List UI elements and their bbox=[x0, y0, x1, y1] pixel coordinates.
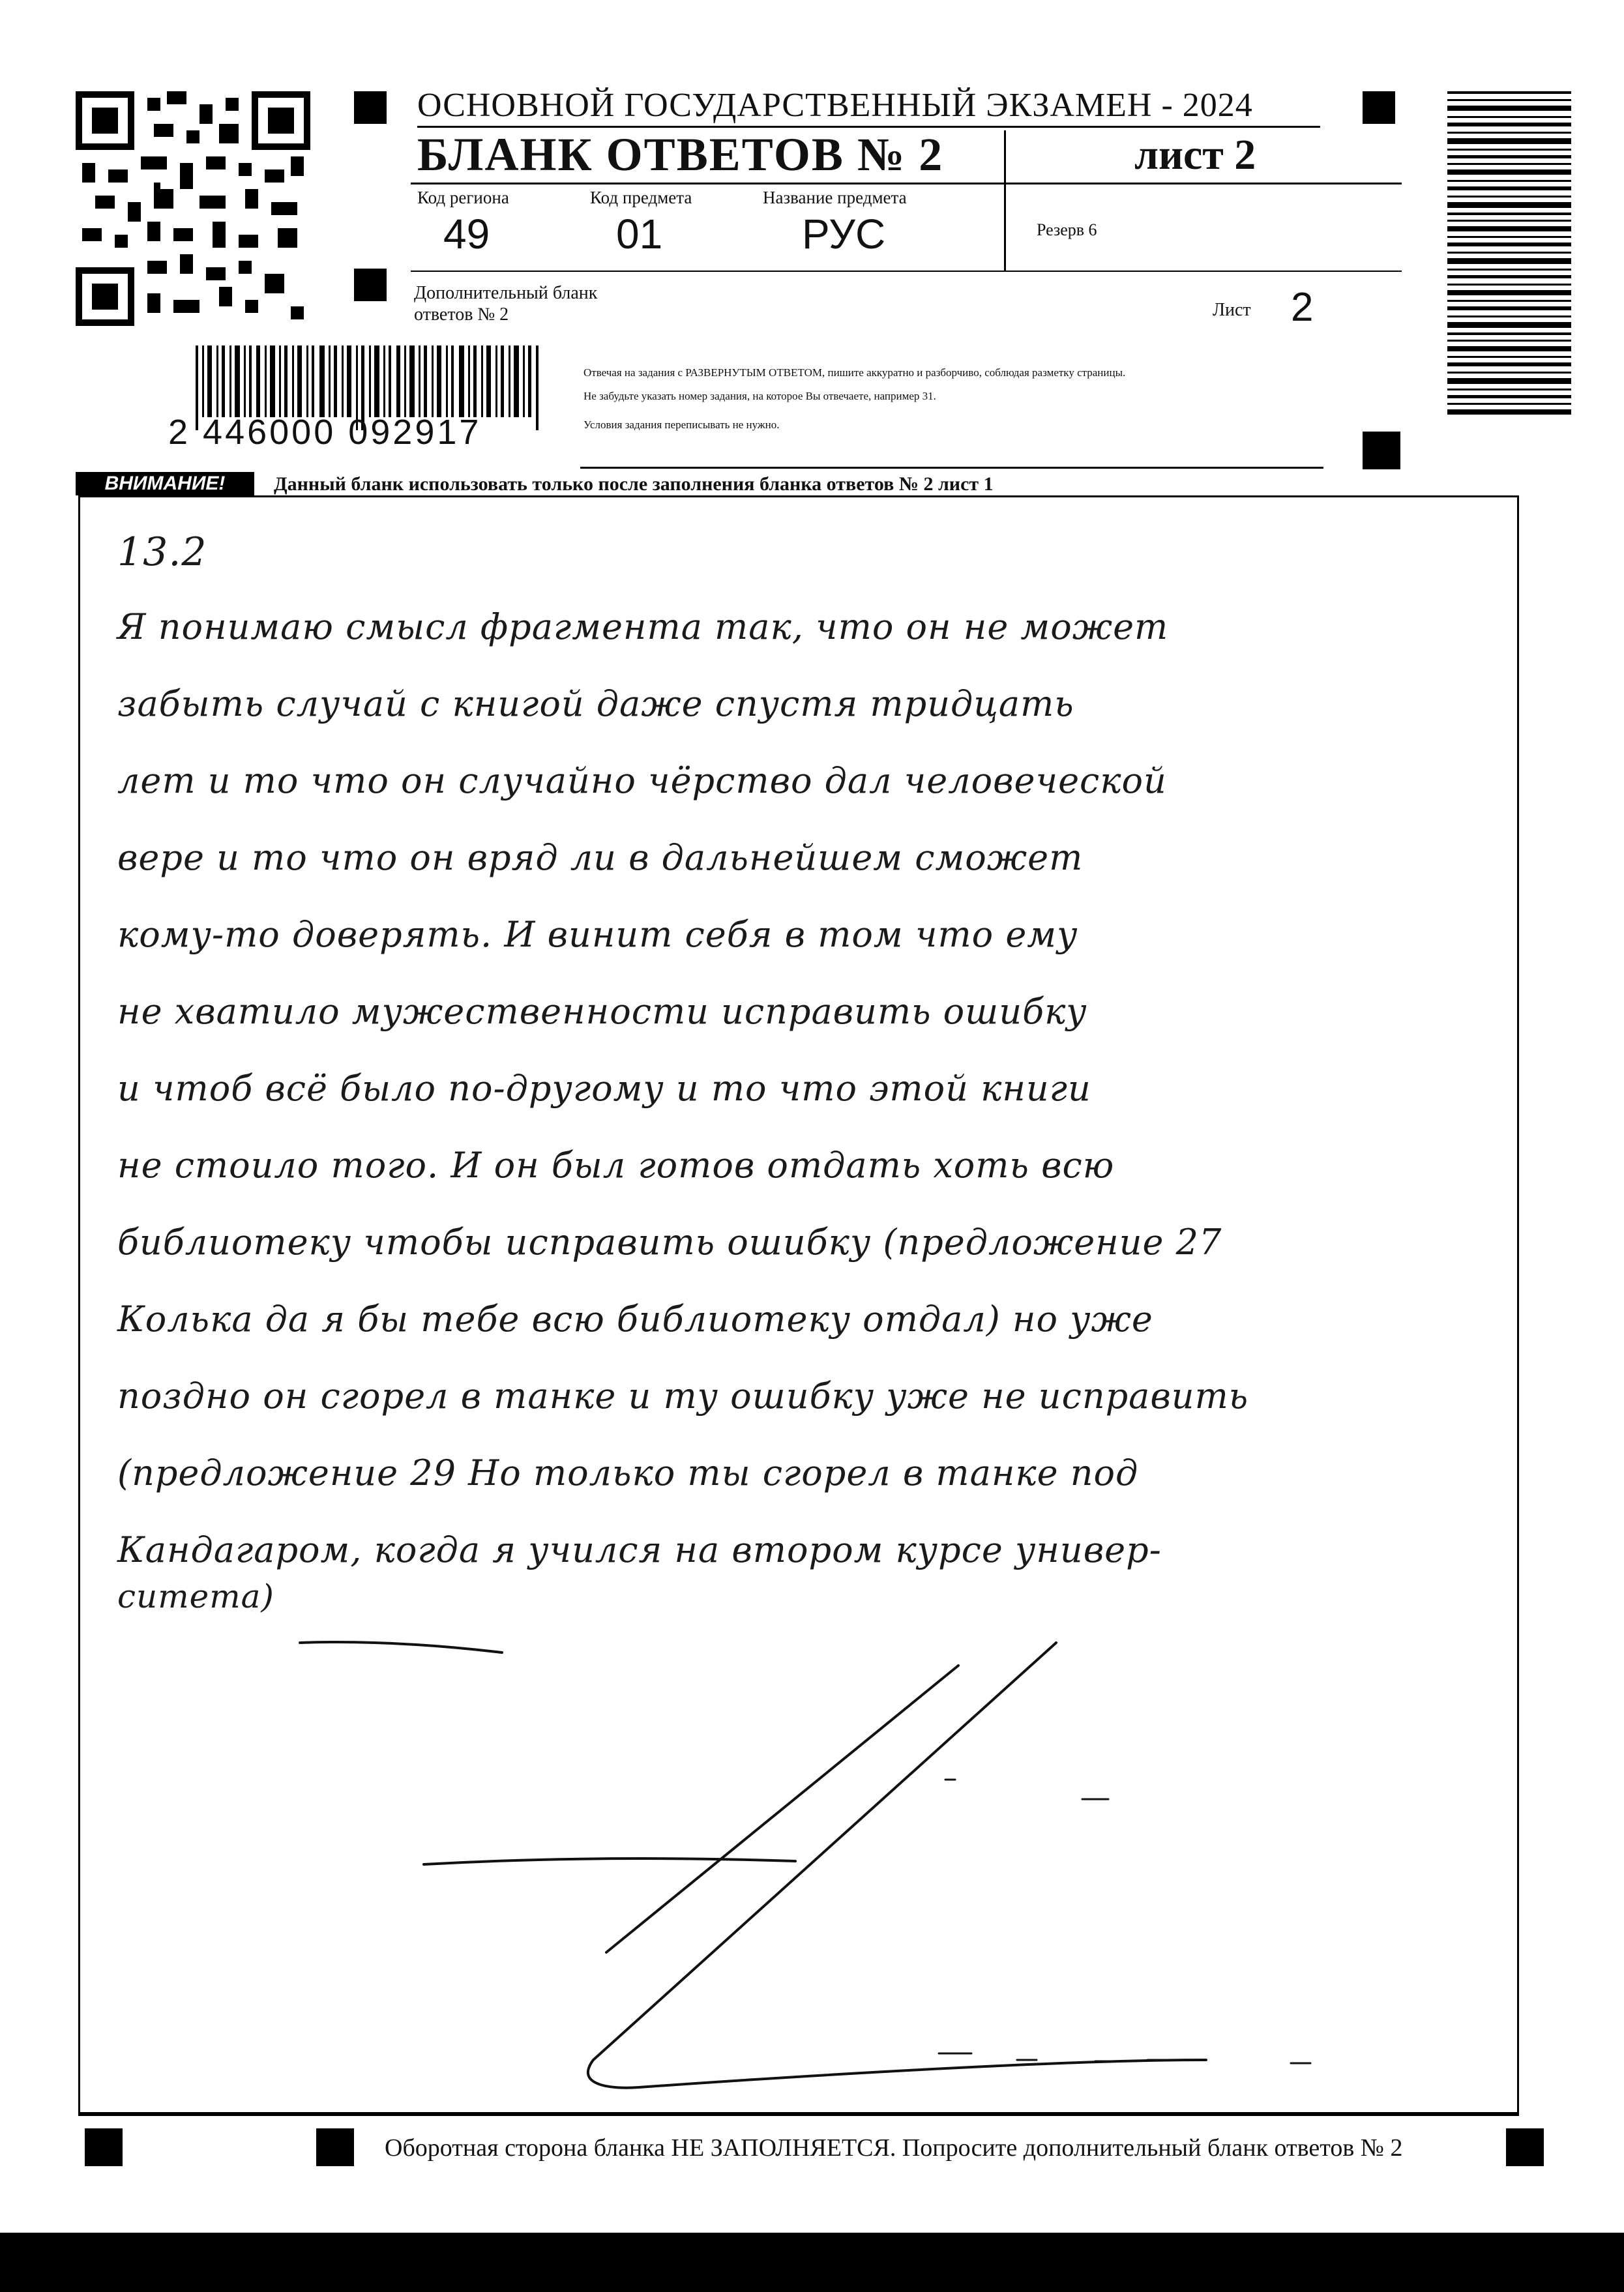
subject-code-label: Код предмета bbox=[590, 188, 692, 207]
subject-code-value[interactable]: 01 bbox=[616, 211, 663, 257]
instruction-line: Не забудьте указать номер задания, на которое Вы отвечаете, например 31. bbox=[583, 390, 936, 402]
answer-line: поздно он сгорел в танке и ту ошибку уже не исправить bbox=[117, 1375, 1249, 1417]
divider bbox=[78, 2114, 1519, 2116]
divider bbox=[411, 183, 1402, 184]
instruction-line: Отвечая на задания с РАЗВЕРНУТЫМ ОТВЕТОМ, пишите аккуратно и разборчиво, соблюдая разметку страницы. bbox=[583, 366, 1126, 379]
sheet-number-label: Лист bbox=[1213, 300, 1251, 320]
z-cancellation-mark bbox=[78, 1604, 1519, 2112]
instruction-line: Условия задания переписывать не нужно. bbox=[583, 419, 780, 431]
region-code-value[interactable]: 49 bbox=[443, 211, 490, 257]
exam-title: ОСНОВНОЙ ГОСУДАРСТВЕННЫЙ ЭКЗАМЕН - 2024 bbox=[417, 87, 1253, 124]
answer-line: (предложение 29 Но только ты сгорел в танке под bbox=[117, 1452, 1139, 1493]
corner-marker bbox=[1363, 91, 1395, 124]
scan-border bbox=[0, 2233, 1624, 2292]
answer-line: вере и то что он вряд ли в дальнейшем сможет bbox=[117, 837, 1084, 878]
answer-line: Кандагаром, когда я учился на втором курсе универ- bbox=[117, 1529, 1162, 1570]
answer-line: не стоило того. И он был готов отдать хоть всю bbox=[117, 1145, 1115, 1186]
divider bbox=[580, 467, 1323, 469]
qr-code bbox=[76, 91, 310, 326]
answer-line: библиотеку чтобы исправить ошибку (предложение 27 bbox=[117, 1222, 1222, 1263]
answer-line: и чтоб всё было по-другому и то что этой книги bbox=[117, 1068, 1091, 1109]
corner-marker bbox=[354, 269, 387, 301]
task-number: 13.2 bbox=[117, 529, 207, 575]
reserve-label: Резерв 6 bbox=[1037, 220, 1097, 239]
corner-marker bbox=[354, 91, 387, 124]
barcode-vertical bbox=[1447, 91, 1571, 417]
answer-line: забыть случай с книгой даже спустя тридцать bbox=[117, 683, 1074, 724]
answer-line: Я понимаю смысл фрагмента так, что он не может bbox=[117, 606, 1169, 647]
warning-badge: ВНИМАНИЕ! bbox=[76, 472, 254, 495]
barcode-number: 2 446000 092917 bbox=[168, 413, 482, 452]
extra-form-label: Дополнительный бланк ответов № 2 bbox=[414, 283, 598, 325]
corner-marker bbox=[85, 2128, 123, 2166]
answer-line: ситета) bbox=[117, 1578, 274, 1615]
sheet-label: лист 2 bbox=[1134, 131, 1256, 179]
corner-marker bbox=[316, 2128, 354, 2166]
form-title: БЛАНК ОТВЕТОВ № 2 bbox=[417, 128, 944, 181]
divider bbox=[411, 271, 1402, 272]
warning-text: Данный бланк использовать только после заполнения бланка ответов № 2 лист 1 bbox=[274, 473, 994, 495]
corner-marker bbox=[1363, 432, 1400, 469]
subject-name-label: Название предмета bbox=[763, 188, 907, 207]
sheet-number-value[interactable]: 2 bbox=[1291, 285, 1314, 330]
answer-line: лет и то что он случайно чёрство дал человеческой bbox=[117, 760, 1167, 801]
answer-line: Колька да я бы тебе всю библиотеку отдал) но уже bbox=[117, 1299, 1153, 1340]
subject-name-value[interactable]: РУС bbox=[802, 211, 886, 257]
answer-line: кому-то доверять. И винит себя в том что ему bbox=[117, 914, 1078, 955]
footer-text: Оборотная сторона бланка НЕ ЗАПОЛНЯЕТСЯ. Попросите дополнительный бланк ответов № 2 bbox=[385, 2134, 1403, 2162]
region-code-label: Код региона bbox=[417, 188, 509, 207]
corner-marker bbox=[1506, 2128, 1544, 2166]
answer-line: не хватило мужественности исправить ошибку bbox=[117, 991, 1087, 1032]
divider bbox=[1004, 130, 1006, 271]
